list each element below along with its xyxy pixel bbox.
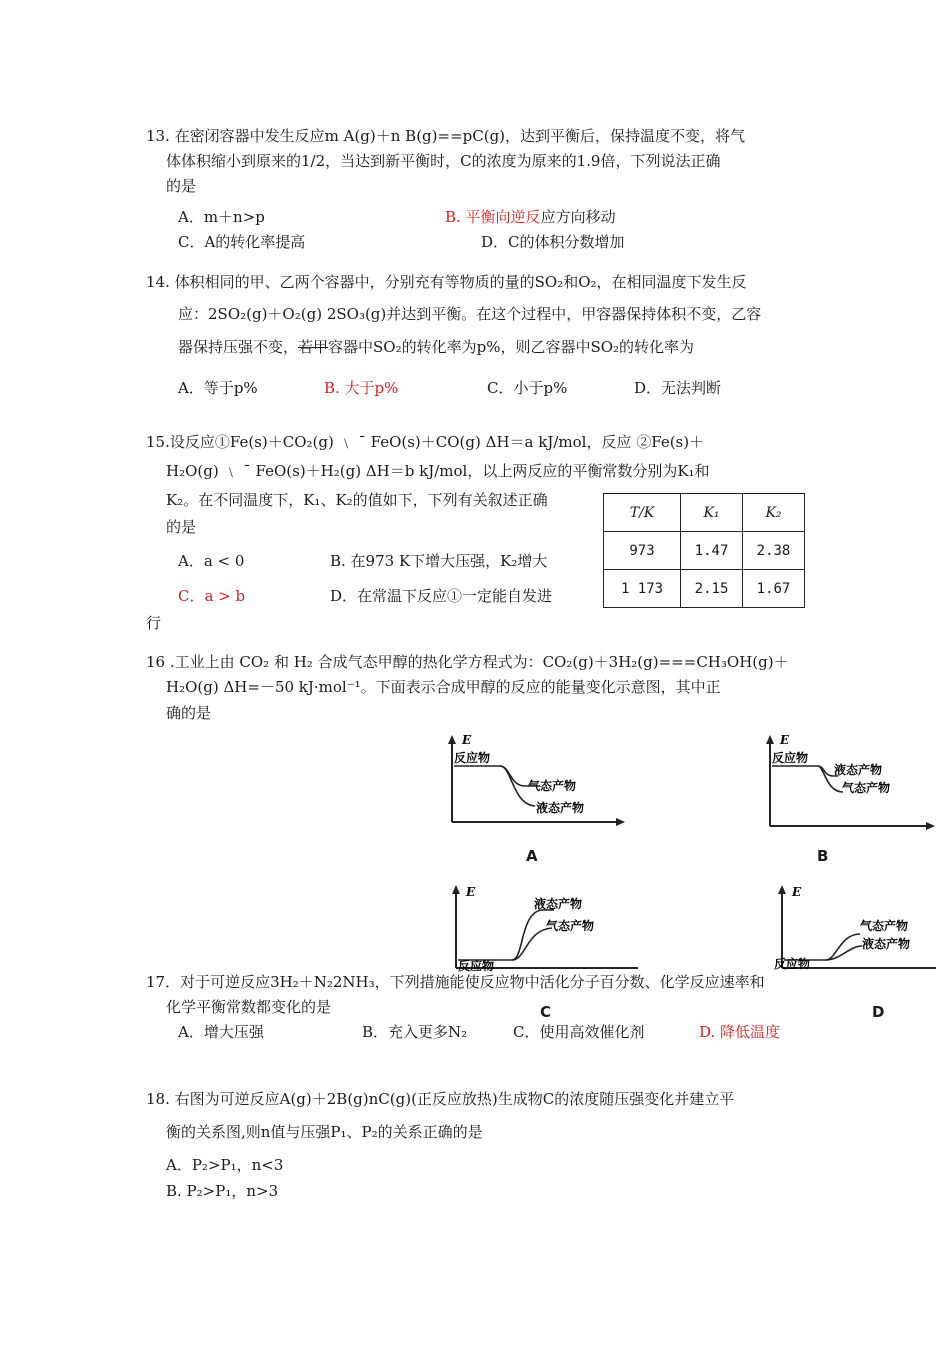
figure-label-b: B	[817, 847, 829, 865]
table-cell: 973	[604, 532, 681, 570]
q18-line-1: 18. 右图为可逆反应A(g)＋2B(g)nC(g)(正反应放热)生成物C的浓度随压强变化并建立平	[146, 1090, 735, 1108]
q17-line-2: 化学平衡常数都变化的是	[166, 998, 332, 1016]
q15-line-4: 的是	[166, 518, 197, 536]
q14-option-b: B. 大于p%	[324, 379, 399, 397]
q17-option-b: B．充入更多N₂	[362, 1023, 468, 1041]
table-cell: 1 173	[604, 570, 681, 608]
reactant-label: 反应物	[454, 751, 491, 765]
q16-line-1: 16 .工业上由 CO₂ 和 H₂ 合成气态甲醇的热化学方程式为：CO₂(g)＋3H₂(g)===CH₃OH(g)＋	[146, 653, 789, 671]
reactant-label: 反应物	[774, 957, 811, 971]
axis-label-e: E	[792, 885, 802, 899]
q15-line-1: 15.设反应①Fe(s)＋CO₂(g) ﹨ ˉ FeO(s)＋CO(g) ΔH＝a kJ/mol，反应 ②Fe(s)＋	[146, 433, 705, 451]
axis-label-e: E	[462, 733, 472, 747]
table-header-row	[604, 494, 805, 532]
q15-option-c: C．a > b	[178, 587, 246, 605]
axis-label-e: E	[466, 885, 476, 899]
table-cell: 2.15	[681, 570, 743, 608]
q13-line-1: 13. 在密闭容器中发生反应m A(g)＋n B(g)==pC(g)，达到平衡后，保持温度不变，将气	[146, 127, 746, 145]
table-header-cell: K₁	[681, 494, 743, 532]
q13-line-2: 体体积缩小到原来的1/2，当达到新平衡时，C的浓度为原来的1.9倍，下列说法正确	[166, 152, 721, 170]
table-cell: 1.47	[681, 532, 743, 570]
q13-option-b-answer: B. 平衡向逆反	[445, 208, 541, 226]
figure-label-a: A	[526, 847, 538, 865]
energy-diagram-c	[442, 882, 642, 972]
liquid-product-label: 液态产物	[536, 801, 585, 815]
table-header-cell: T/K	[604, 494, 681, 532]
q15-option-b: B. 在973 K下增大压强，K₂增大	[330, 552, 548, 570]
q14-line-2: 应：2SO₂(g)＋O₂(g) 2SO₃(g)并达到平衡。在这个过程中，甲容器保持体积不变，乙容	[178, 305, 762, 323]
q14-line-3	[178, 337, 694, 357]
q15-option-d: D．在常温下反应①一定能自发进	[330, 587, 553, 605]
table-header-cell: K₂	[743, 494, 805, 532]
q13-option-a: A．m＋n>p	[178, 208, 265, 226]
reactant-label: 反应物	[458, 959, 495, 972]
liquid-product-label: 液态产物	[862, 937, 911, 951]
gas-product-label: 气态产物	[860, 919, 909, 933]
q14-line-3b: 容器中SO₂的转化率为p%，则乙容器中SO₂的转化率为	[328, 338, 695, 356]
q16-line-3: 确的是	[166, 704, 212, 722]
q17-option-a: A．增大压强	[178, 1023, 264, 1041]
q15-line-2: H₂O(g) ﹨ ˉ FeO(s)＋H₂(g) ΔH＝b kJ/mol，以上两反应的平衡常数分别为K₁和	[166, 462, 710, 480]
reactant-label: 反应物	[772, 751, 809, 765]
q17-option-d: D. 降低温度	[699, 1023, 781, 1041]
liquid-product-label: 液态产物	[534, 897, 583, 911]
q13-option-b-rest: 应方向移动	[540, 208, 616, 226]
liquid-product-label: 液态产物	[834, 763, 883, 777]
gas-product-label: 气态产物	[528, 779, 577, 793]
figure-label-c: C	[540, 1003, 552, 1021]
q13-option-b	[445, 207, 616, 227]
q15-line-3: K₂。在不同温度下，K₁、K₂的值如下，下列有关叙述正确	[166, 491, 548, 509]
energy-diagram-d	[770, 882, 940, 972]
gas-product-label: 气态产物	[842, 781, 891, 795]
equilibrium-constant-table	[603, 493, 805, 608]
q13-option-d: D．C的体积分数增加	[481, 233, 625, 251]
q14-option-a: A．等于p%	[178, 379, 258, 397]
q15-option-a: A．a < 0	[178, 552, 245, 570]
q14-option-c: C．小于p%	[487, 379, 568, 397]
table-cell: 1.67	[743, 570, 805, 608]
energy-diagram-b	[758, 732, 938, 832]
q17-option-c: C．使用高效催化剂	[513, 1023, 645, 1041]
q14-line-1: 14. 体积相同的甲、乙两个容器中，分别充有等物质的量的SO₂和O₂，在相同温度下发生反	[146, 273, 747, 291]
q17-line-1: 17．对于可逆反应3H₂＋N₂2NH₃，下列措施能使反应物中活化分子百分数、化学反应速率和	[146, 973, 765, 991]
q14-option-d: D．无法判断	[634, 379, 722, 397]
q13-line-3: 的是	[166, 177, 197, 195]
q16-line-2: H₂O(g) ΔH=－50 kJ·mol⁻¹。下面表示合成甲醇的反应的能量变化示意图，其中正	[166, 678, 721, 696]
energy-diagram-a	[440, 732, 630, 832]
gas-product-label: 气态产物	[546, 919, 595, 933]
q18-option-b: B. P₂>P₁，n>3	[166, 1182, 279, 1200]
axis-label-e: E	[780, 733, 790, 747]
q14-line-3-strike: 若甲	[298, 338, 329, 356]
q15-option-d-wrap: 行	[146, 614, 162, 632]
table-cell: 2.38	[743, 532, 805, 570]
table-row	[604, 570, 805, 608]
table-row	[604, 532, 805, 570]
q14-line-3a: 器保持压强不变，	[178, 338, 299, 356]
figure-label-d: D	[872, 1003, 885, 1021]
q13-option-c: C．A的转化率提高	[178, 233, 306, 251]
q18-option-a: A．P₂>P₁，n<3	[166, 1156, 284, 1174]
q18-line-2: 衡的关系图,则n值与压强P₁、P₂的关系正确的是	[166, 1123, 483, 1141]
